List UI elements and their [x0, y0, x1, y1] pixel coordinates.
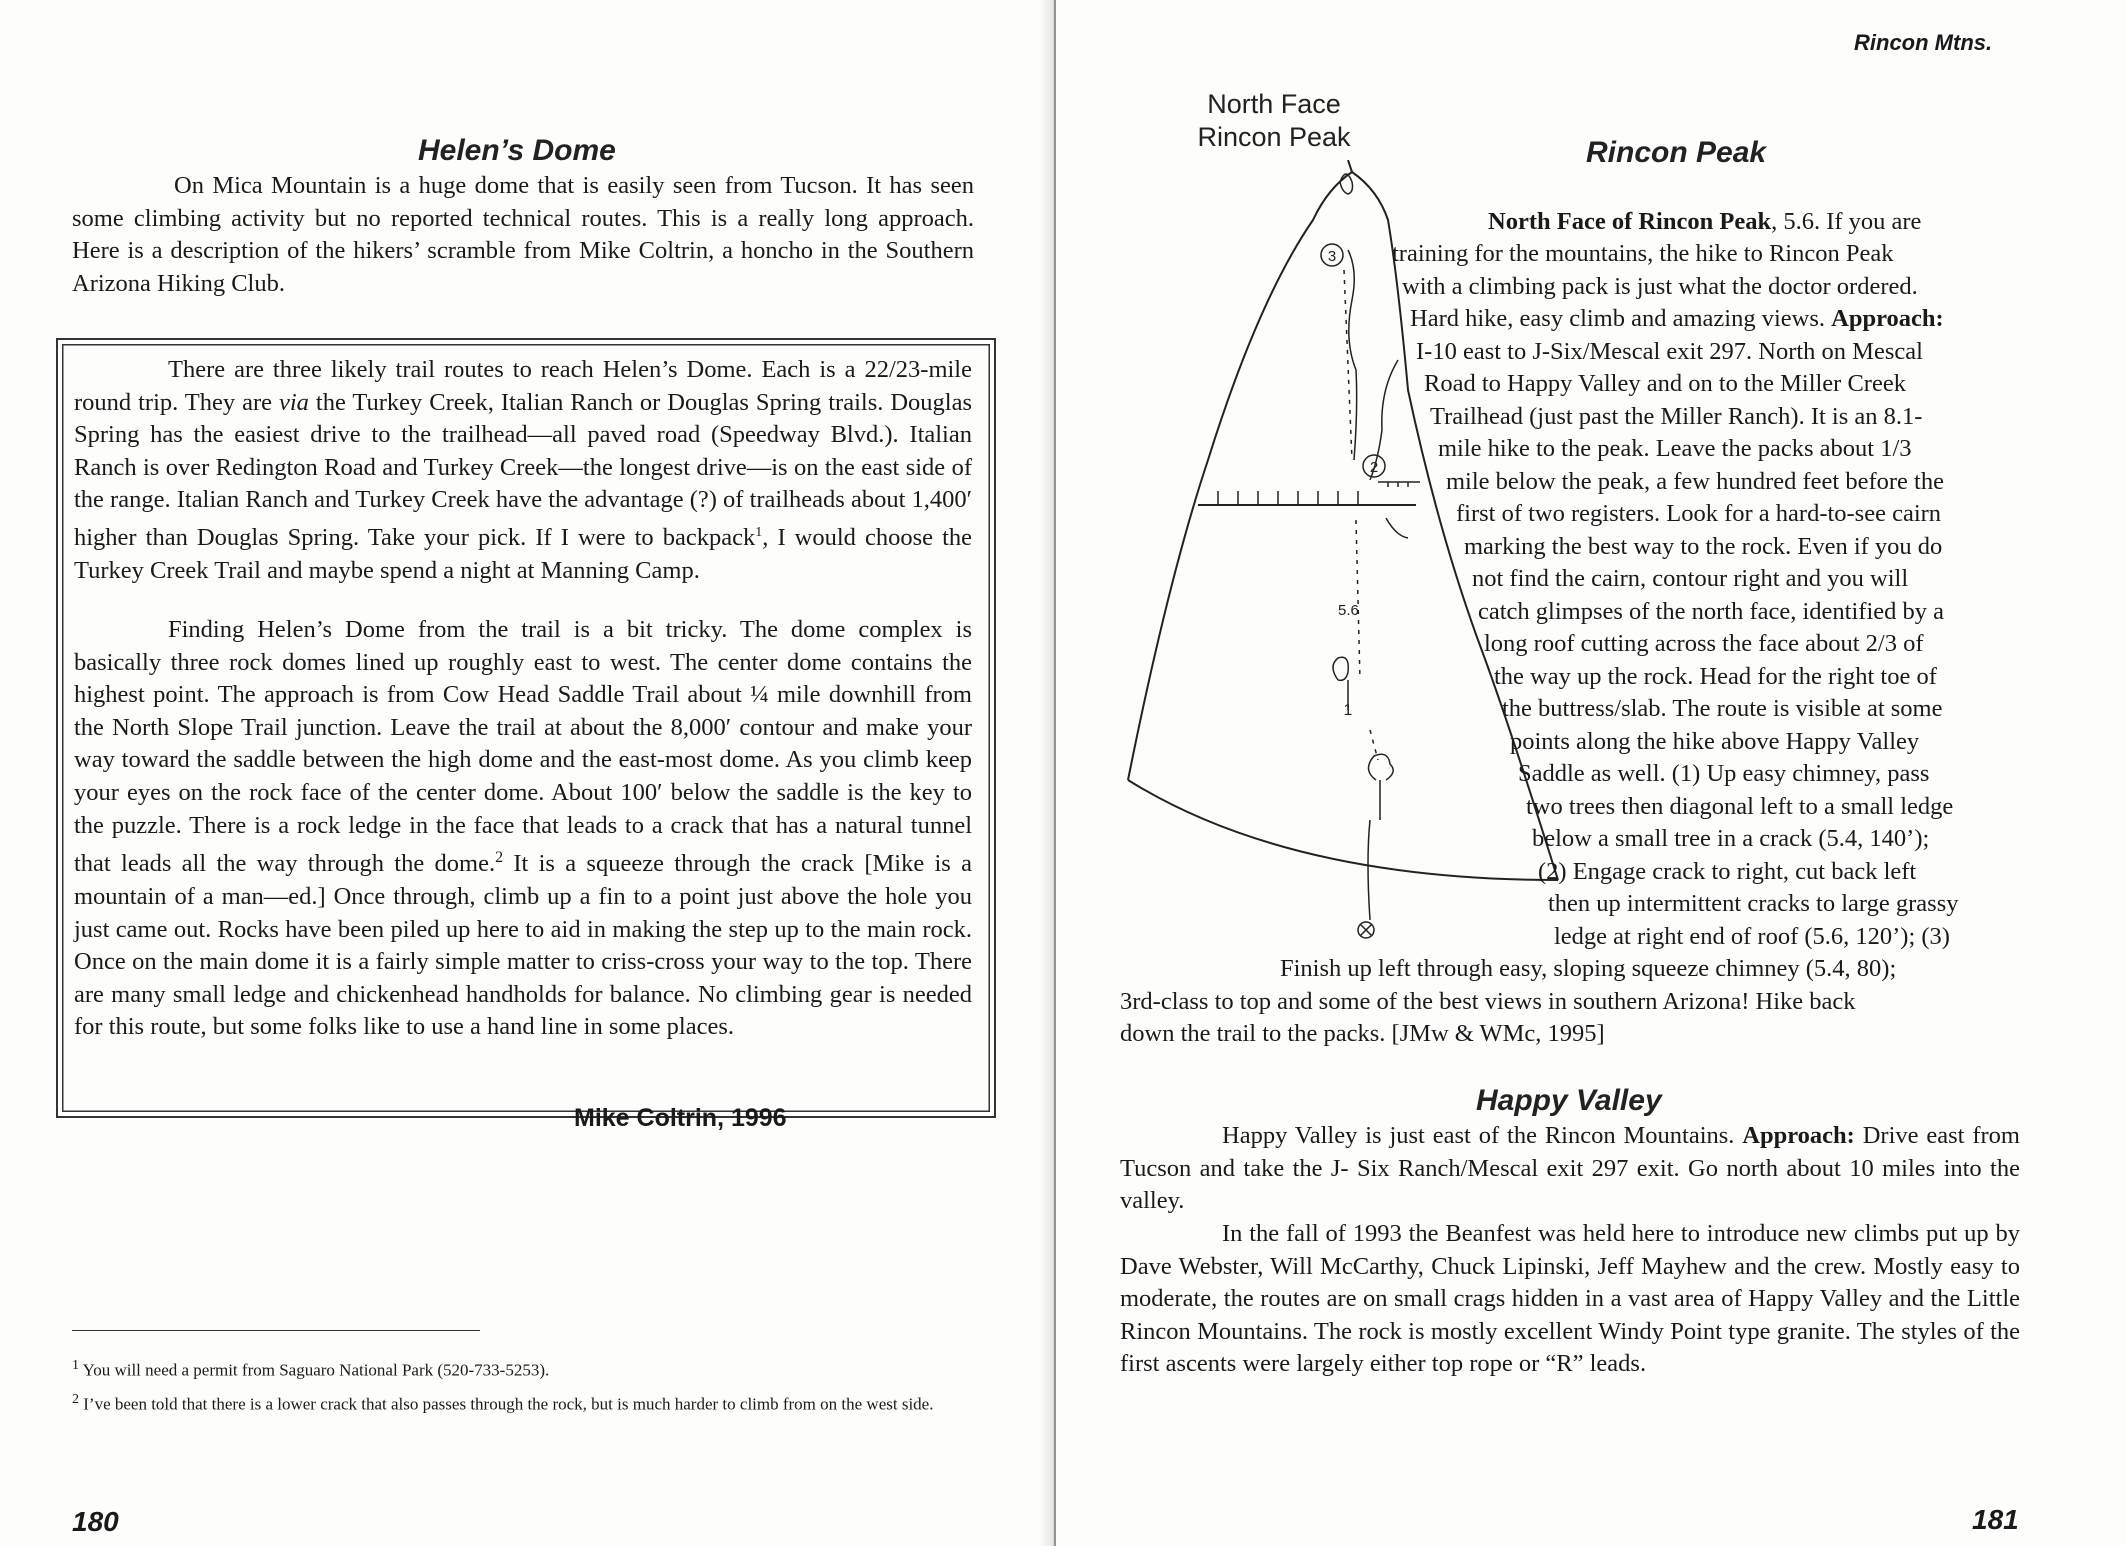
rincon-line-19: two trees then diagonal left to a small ledge	[1526, 793, 1954, 820]
rincon-line-22: then up intermittent cracks to large grassy	[1548, 890, 1959, 917]
rincon-line-4	[1410, 303, 1944, 336]
quote-paragraph-1	[74, 354, 972, 587]
left-page	[0, 0, 1050, 1546]
topo-route-lower	[1368, 820, 1370, 920]
footnote-2-text: I’ve been told that there is a lower crack that also passes through the rock, but is much harder to climb from on the west side.	[83, 1394, 934, 1414]
quote-box	[56, 338, 996, 1118]
topo-base	[1128, 780, 1558, 880]
rincon-line-13: catch glimpses of the north face, identified by a	[1478, 598, 1945, 625]
topo-caption-line-1: North Face	[1207, 89, 1341, 119]
rincon-line-5: I-10 east to J-Six/Mescal exit 297. North on Mescal	[1416, 338, 1923, 365]
helens-dome-intro: On Mica Mountain is a huge dome that is easily seen from Tucson. It has seen some climbing activity but no reported technical routes. This is a really long approach. Here is a description of the hikers’ scramble from Mike Coltrin, a honcho in the Southern Arizona Hiking Club.	[72, 172, 974, 297]
happy-valley-heading: Happy Valley	[1476, 1084, 1662, 1117]
rincon-line-20: below a small tree in a crack (5.4, 140’);	[1532, 825, 1930, 852]
quote-p2-part-a: Finding Helen’s Dome from the trail is a bit tricky. The dome complex is basically three rock domes lined up roughly east to west. The center dome contains the highest point. The approach is from Cow Head Saddle Trail about ¼ mile downhill from the North Slope Trail junction. Leave the trail at about the 8,000′ contour and make your way toward the saddle between the high dome and the east-most dome. As you climb keep your eyes on the rock face of the center dome. About 100′ below the saddle is the key to the puzzle. There is a rock ledge in the face that leads to a crack that has a natural tunnel that leads all the way through the dome.	[74, 616, 972, 878]
running-head: Rincon Mtns.	[1854, 30, 1993, 55]
rincon-line-10: first of two registers. Look for a hard-to-see cairn	[1456, 500, 1942, 527]
rincon-approach-label: Approach:	[1831, 305, 1944, 332]
helens-dome-heading: Helen’s Dome	[418, 134, 616, 167]
rincon-line-26: down the trail to the packs. [JMw & WMc, 1995]	[1120, 1020, 1605, 1047]
rincon-line-25: 3rd-class to top and some of the best views in southern Arizona! Hike back	[1120, 988, 1856, 1015]
happy-p1-text-b: Drive east from Tucson and take the J- Six Ranch/Mescal exit 297 exit. Go north about 10 miles into the valley.	[1120, 1122, 2020, 1215]
topo-pitch-3-label: 3	[1327, 248, 1337, 265]
quote-p1-part-a: There are three likely trail routes to reach Helen’s Dome. Each is a 22/23-mile round trip. They are	[74, 356, 972, 416]
rincon-line-6: Road to Happy Valley and on to the Miller Creek	[1424, 370, 1906, 397]
quote-p1-part-c: , I would choose the Turkey Creek Trail and maybe spend a night at Manning Camp.	[74, 524, 972, 584]
quote-p1-via: via	[279, 388, 309, 416]
rincon-line-23: ledge at right end of roof (5.6, 120’); (3)	[1554, 923, 1950, 950]
topo-pitch-1-label: 1	[1343, 702, 1353, 719]
topo-start-mark	[1358, 922, 1374, 938]
rincon-line-12: not find the cairn, contour right and you will	[1472, 565, 1909, 592]
footnote-rule	[72, 1330, 480, 1331]
topo-ledge	[1378, 482, 1420, 487]
quote-p1-part-b: the Turkey Creek, Italian Ranch or Douglas Spring trails. Douglas Spring has the easiest drive to the trailhead—all paved road (Speedway Blvd.). Italian Ranch is over Redington Road and Turkey Creek—the longest drive—is on the east side of the range. Italian Ranch and Turkey Creek have the advantage (?) of trailheads about 1,400′ higher than Douglas Spring. Take your pick. If I were to backpack	[74, 388, 972, 552]
page-number-left: 180	[72, 1506, 119, 1537]
footnote-ref-1[interactable]: 1	[755, 524, 763, 540]
topo-caption	[1174, 88, 1374, 154]
rincon-line-21: (2) Engage crack to right, cut back left	[1538, 858, 1917, 885]
topo-roof-ticks	[1218, 491, 1358, 505]
footnote-2	[72, 1388, 972, 1417]
topo-pitch-2-label: 2	[1369, 459, 1379, 476]
topo-outline-left	[1128, 160, 1352, 780]
rincon-line-8: mile hike to the peak. Leave the packs about 1/3	[1438, 435, 1912, 462]
happy-p1-text-a: Happy Valley is just east of the Rincon Mountains.	[1222, 1122, 1743, 1149]
rincon-line-11: marking the best way to the rock. Even if you do	[1464, 533, 1943, 560]
happy-approach-label: Approach:	[1742, 1122, 1855, 1149]
topo-crack-upper	[1348, 250, 1357, 460]
rincon-peak-heading: Rincon Peak	[1586, 136, 1767, 169]
page-number-right: 181	[1972, 1504, 2019, 1535]
footnote-ref-2[interactable]: 2	[495, 849, 504, 867]
footnote-2-mark: 2	[72, 1392, 79, 1407]
rincon-line-7: Trailhead (just past the Miller Ranch). It is an 8.1-	[1430, 403, 1923, 430]
rincon-line-4-text: Hard hike, easy climb and amazing views.	[1410, 305, 1832, 332]
topo-caption-line-2: Rincon Peak	[1197, 122, 1351, 152]
quote-p2-part-b: It is a squeeze through the crack [Mike is a mountain of a man—ed.] Once through, climb up a fin to a point just above the hole you just came out. Rocks have been piled up here to aid in making the step up to the main rock. Once on the main dome it is a fairly simple matter to criss-cross your way to the top. There are many small ledge and chickenhead handholds for balance. No climbing gear is needed for this route, but some folks like to use a hand line in some places.	[74, 850, 972, 1041]
rincon-line-15: the way up the rock. Head for the right toe of	[1494, 663, 1937, 690]
topo-tree-lower	[1368, 754, 1393, 820]
rincon-line-16: the buttress/slab. The route is visible at some	[1502, 695, 1943, 722]
rincon-line-1	[1488, 206, 2016, 239]
happy-valley-paragraph-2: In the fall of 1993 the Beanfest was held here to introduce new climbs put up by Dave Webster, Will McCarthy, Chuck Lipinski, Jeff Mayhew and the crew. Mostly easy to moderate, the routes are on small crags hidden in a vast area of Happy Valley and the Little Rincon Mountains. The rock is mostly excellent Windy Point type granite. The styles of the first ascents were largely either top rope or “R” leads.	[1120, 1220, 2020, 1378]
rincon-line-14: long roof cutting across the face about 2/3 of	[1484, 630, 1924, 657]
happy-valley-paragraph-1	[1120, 1120, 2020, 1218]
rincon-line-2: training for the mountains, the hike to Rincon Peak	[1392, 240, 1894, 267]
rincon-line-9: mile below the peak, a few hundred feet before the	[1446, 468, 1944, 495]
footnote-1-mark: 1	[72, 1358, 79, 1373]
footnote-1-text: You will need a permit from Saguaro National Park (520-733-5253).	[82, 1360, 550, 1380]
rincon-line-1-text: , 5.6. If you are	[1771, 208, 1922, 235]
rincon-line-3: with a climbing pack is just what the doctor ordered.	[1402, 273, 1918, 300]
footnote-1	[72, 1354, 972, 1383]
topo-crack-lower	[1386, 518, 1408, 538]
rincon-line-18: Saddle as well. (1) Up easy chimney, pass	[1518, 760, 1930, 787]
rincon-line-24: Finish up left through easy, sloping squeeze chimney (5.4, 80);	[1280, 955, 1897, 982]
topo-grade-label: 5.6	[1338, 602, 1359, 619]
rincon-bold-lead: North Face of Rincon Peak	[1488, 208, 1772, 235]
quote-attribution: Mike Coltrin, 1996	[574, 1104, 787, 1132]
rincon-line-17: points along the hike above Happy Valley	[1510, 728, 1920, 755]
quote-paragraph-2	[74, 614, 972, 1044]
